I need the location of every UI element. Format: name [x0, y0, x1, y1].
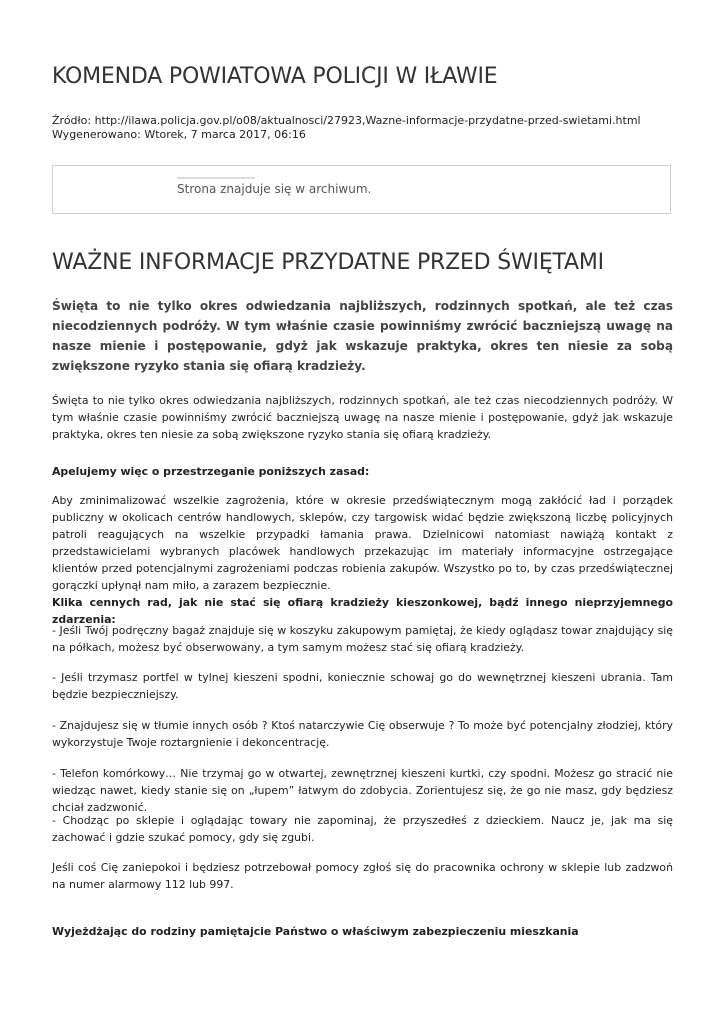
archive-notice: Strona znajduje się w archiwum. [177, 182, 372, 196]
tip-item-1: - Jeśli Twój podręczny bagaż znajduje się w koszyku zakupowym pamiętaj, że kiedy oglądasz towar znajdujący się na półkach, możesz być obserwowany, a tym samym możesz stać się ofiarą kradzieży. [52, 624, 673, 654]
article-lead: Święta to nie tylko okres odwiedzania najbliższych, rodzinnych spotkań, ale też czas niecodziennych podróży. W tym właśnie czasie powinniśmy zwrócić baczniejszą uwagę na nasze mienie i postępowanie, gdyż jak wskazuje praktyka, okres ten niesie za sobą zwiększone ryzyko stania się ofiarą kradzieży. [52, 299, 673, 373]
section-heading-apel: Apelujemy więc o przestrzeganie poniższych zasad: [52, 465, 370, 478]
tip-item-3: - Znajdujesz się w tłumie innych osób ? Ktoś natarczywie Cię obserwuje ? To może być potencjalny złodziej, który wykorzystuje Twoje roztargnienie i dekoncentrację. [52, 719, 673, 749]
section-heading-rady: Klika cennych rad, jak nie stać się ofiarą kradzieży kieszonkowej, bądź innego nieprzyjemnego zdarzenia: [52, 596, 673, 626]
tip-item-5: - Chodząc po sklepie i oglądając towary nie zapominaj, że przyszedłeś z dzieckiem. Naucz je, jak ma się zachować i gdzie szukać pomocy, gdy się zgubi. [52, 814, 673, 844]
article-paragraph-2: Aby zminimalizować wszelkie zagrożenia, które w okresie przedświątecznym mogą zakłócić ład i porządek publiczny w okolicach centrów handlowych, sklepów, czy targowisk widać będzie zwiększoną liczbę policyjnych patroli reagujących na wszelkie przypadki łamania prawa. Dzielnicowi natomiast nawiążą kontakt z przedstawicielami wybranych placówek handlowych przekazując im materiały informacyjne ostrzegające klientów przed potencjalnymi zagrożeniami podczas robienia zakupów. Wszystko po to, by czas przedświątecznej gorączki upłynął nam miło, a zarazem bezpiecznie. [52, 494, 673, 592]
article-title: WAŻNE INFORMACJE PRZYDATNE PRZED ŚWIĘTAMI [52, 250, 604, 275]
tip-item-4: - Telefon komórkowy… Nie trzymaj go w otwartej, zewnętrznej kieszeni kurtki, czy spodni. Możesz go stracić nie wiedząc nawet, kiedy stanie się on „łupem” łatwym do zdobycia. Zorientujesz się, że go nie masz, gdy będziesz chciał zadzwonić. [52, 767, 673, 814]
tip-item-2: - Jeśli trzymasz portfel w tylnej kieszeni spodni, koniecznie schowaj go do wewnętrznej kieszeni ubrania. Tam będzie bezpieczniejszy. [52, 671, 673, 701]
source-url: Źródło: http://ilawa.policja.gov.pl/o08/aktualnosci/27923,Wazne-informacje-przydatne-przed-swietami.html [52, 114, 641, 127]
generated-date: Wygenerowano: Wtorek, 7 marca 2017, 06:16 [52, 128, 306, 141]
site-title: KOMENDA POWIATOWA POLICJI W IŁAWIE [52, 64, 498, 89]
archive-divider [177, 177, 255, 179]
archive-notice-box [52, 165, 671, 214]
section-heading-wyjazd: Wyjeżdżając do rodziny pamiętajcie Państwo o właściwym zabezpieczeniu mieszkania [52, 925, 579, 938]
document-meta [52, 114, 641, 142]
tip-item-6: Jeśli coś Cię zaniepokoi i będziesz potrzebował pomocy zgłoś się do pracownika ochrony w sklepie lub zadzwoń na numer alarmowy 112 lub 997. [52, 861, 673, 891]
article-paragraph-1: Święta to nie tylko okres odwiedzania najbliższych, rodzinnych spotkań, ale też czas niecodziennych podróży. W tym właśnie czasie powinniśmy zwrócić baczniejszą uwagę na nasze mienie i postępowanie, gdyż jak wskazuje praktyka, okres ten niesie za sobą zwiększone ryzyko stania się ofiarą kradzieży. [52, 394, 673, 441]
